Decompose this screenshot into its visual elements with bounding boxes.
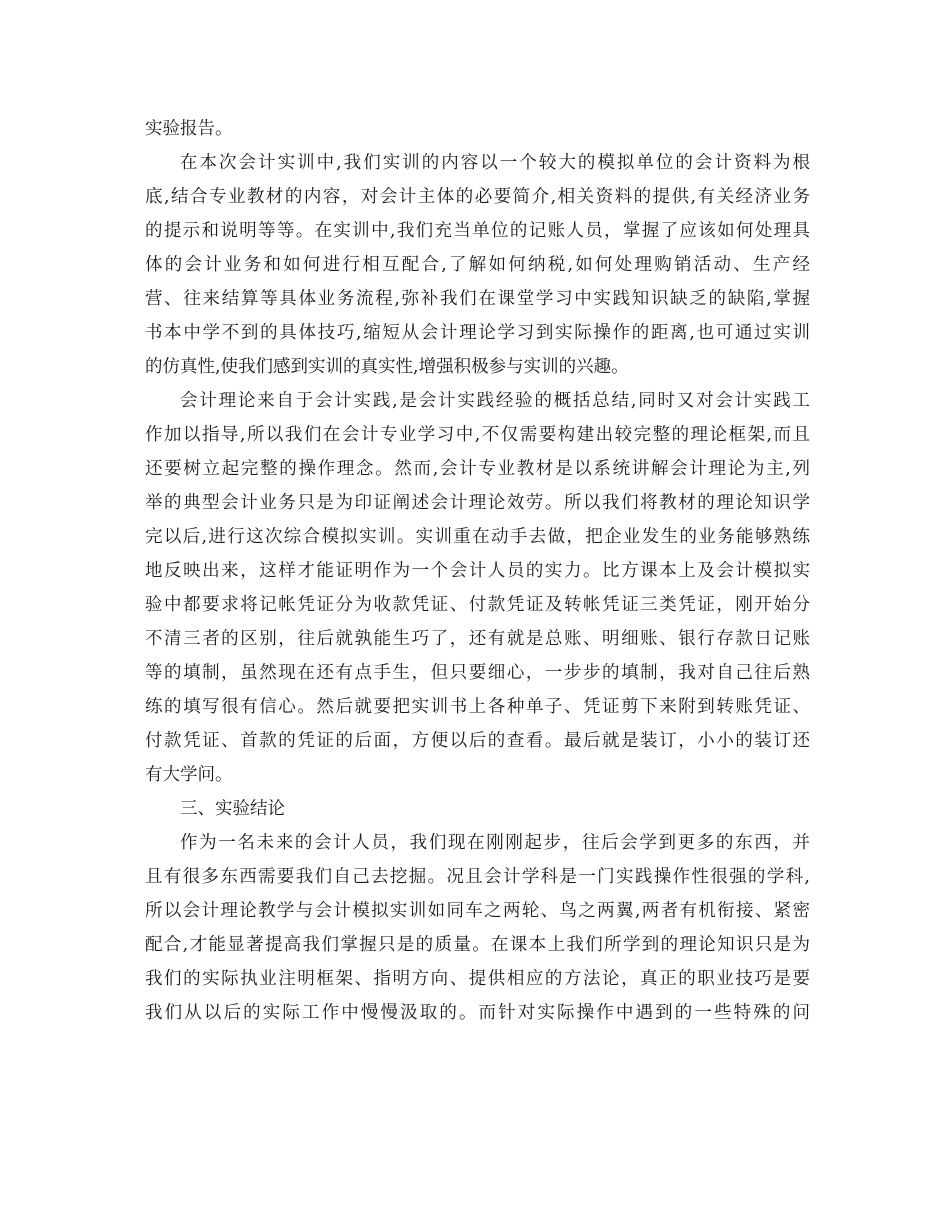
text-line-26: 我们的实际执业注明框架、指明方向、提供相应的方法论，真正的职业技巧是要 xyxy=(145,969,810,989)
text-line-23: 且有很多东西需要我们自己去挖掘。况且会计学科是一门实践操作性很强的学科, xyxy=(145,867,810,887)
text-line-22: 作为一名未来的会计人员，我们现在刚刚起步，往后会学到更多的东西，并 xyxy=(180,833,810,853)
text-line-10: 作加以指导,所以我们在会计专业学习中,不仅需要构建出较完整的理论框架,而且 xyxy=(145,425,810,445)
text-line-19: 付款凭证、首款的凭证的后面，方便以后的查看。最后就是装订，小小的装订还 xyxy=(145,731,810,751)
text-line-1: 实验报告。 xyxy=(145,119,233,139)
text-line-13: 完以后,进行这次综合模拟实训。实训重在动手去做，把企业发生的业务能够熟练 xyxy=(145,527,810,547)
body-text xyxy=(145,112,810,1030)
text-line-12: 举的典型会计业务只是为印证阐述会计理论效劳。所以我们将教材的理论知识学 xyxy=(145,493,810,513)
text-line-14: 地反映出来，这样才能证明作为一个会计人员的实力。比方课本上及会计模拟实 xyxy=(145,561,810,581)
text-line-6: 营、往来结算等具体业务流程,弥补我们在课堂学习中实践知识缺乏的缺陷,掌握 xyxy=(145,289,810,309)
text-line-15: 验中都要求将记帐凭证分为收款凭证、付款凭证及转帐凭证三类凭证，刚开始分 xyxy=(145,595,810,615)
text-line-7: 书本中学不到的具体技巧,缩短从会计理论学习到实际操作的距离,也可通过实训 xyxy=(145,323,810,343)
text-line-11: 还要树立起完整的操作理念。然而,会计专业教材是以系统讲解会计理论为主,列 xyxy=(145,459,810,479)
text-line-16: 不清三者的区别，往后就孰能生巧了，还有就是总账、明细账、银行存款日记账 xyxy=(145,629,810,649)
text-line-17: 等的填制，虽然现在还有点手生，但只要细心，一步步的填制，我对自己往后熟 xyxy=(145,663,810,683)
text-line-3: 底,结合专业教材的内容，对会计主体的必要简介,相关资料的提供,有关经济业务 xyxy=(145,187,810,207)
text-line-2: 在本次会计实训中,我们实训的内容以一个较大的模拟单位的会计资料为根 xyxy=(180,153,810,173)
text-line-5: 体的会计业务和如何进行相互配合,了解如何纳税,如何处理购销活动、生产经 xyxy=(145,255,810,275)
text-line-24: 所以会计理论教学与会计模拟实训如同车之两轮、鸟之两翼,两者有机衔接、紧密 xyxy=(145,901,810,921)
text-line-18: 练的填写很有信心。然后就要把实训书上各种单子、凭证剪下来附到转账凭证、 xyxy=(145,697,810,717)
text-line-4: 的提示和说明等等。在实训中,我们充当单位的记账人员，掌握了应该如何处理具 xyxy=(145,221,810,241)
text-line-27: 我们从以后的实际工作中慢慢汲取的。而针对实际操作中遇到的一些特殊的问 xyxy=(145,1003,810,1023)
text-line-9: 会计理论来自于会计实践,是会计实践经验的概括总结,同时又对会计实践工 xyxy=(180,391,810,411)
text-line-8: 的仿真性,使我们感到实训的真实性,增强积极参与实训的兴趣。 xyxy=(145,357,629,377)
text-line-25: 配合,才能显著提高我们掌握只是的质量。在课本上我们所学到的理论知识只是为 xyxy=(145,935,810,955)
section-heading: 三、实验结论 xyxy=(180,799,285,819)
text-line-20: 有大学问。 xyxy=(145,765,233,785)
